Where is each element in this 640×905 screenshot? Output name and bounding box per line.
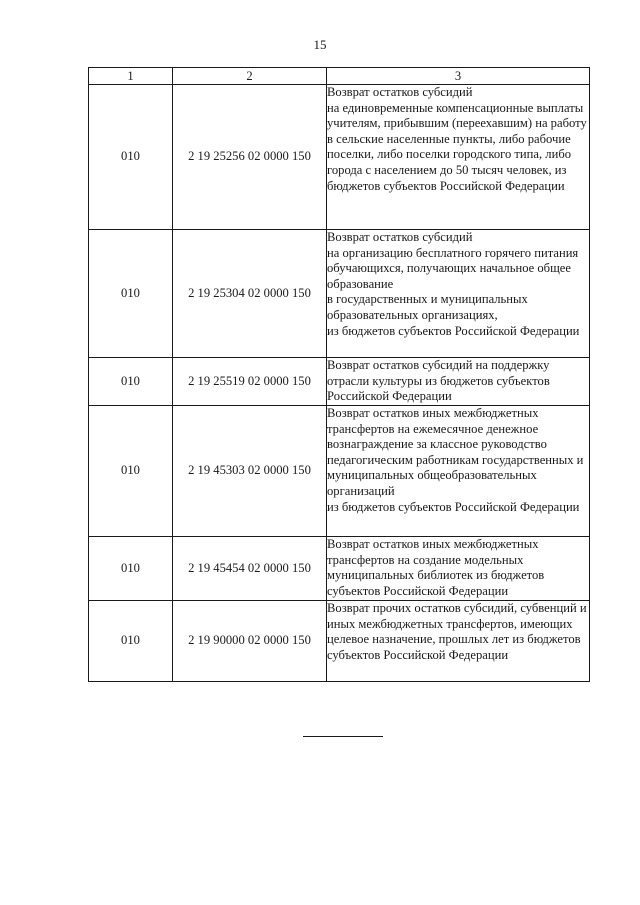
end-of-document-rule bbox=[303, 736, 383, 737]
admin-code-cell: 010 bbox=[89, 601, 173, 682]
column-header-2: 2 bbox=[173, 68, 327, 85]
table-row bbox=[89, 601, 590, 682]
budget-code-cell: 2 19 25256 02 0000 150 bbox=[173, 85, 327, 230]
table-header-row bbox=[89, 68, 590, 85]
admin-code-cell: 010 bbox=[89, 537, 173, 601]
description-cell: Возврат остатков субсидий на единовременные компенсационные выплаты учителям, прибывшим (переехавшим) на работу в сельские населенные пункты, либо рабочие поселки, либо поселки городского типа, либо города с населением до 50 тысяч человек, из бюджетов субъектов Российской Федерации bbox=[327, 85, 590, 230]
description-cell: Возврат остатков иных межбюджетных трансфертов на ежемесячное денежное вознаграждение за классное руководство педагогическим работникам государственных и муниципальных общеобразовательных организаций из бюджетов субъектов Российской Федерации bbox=[327, 406, 590, 537]
description-cell: Возврат остатков субсидий на поддержку отрасли культуры из бюджетов субъектов Российской Федерации bbox=[327, 358, 590, 406]
admin-code-cell: 010 bbox=[89, 406, 173, 537]
description-cell: Возврат остатков субсидий на организацию бесплатного горячего питания обучающихся, получающих начальное общее образование в государственных и муниципальных образовательных организациях, из бюджетов субъектов Российской Федерации bbox=[327, 230, 590, 358]
page-number: 15 bbox=[313, 37, 327, 52]
column-header-3: 3 bbox=[327, 68, 590, 85]
admin-code-cell: 010 bbox=[89, 230, 173, 358]
admin-code-cell: 010 bbox=[89, 358, 173, 406]
table-row bbox=[89, 406, 590, 537]
admin-code-cell: 010 bbox=[89, 85, 173, 230]
budget-code-table bbox=[88, 67, 590, 682]
table-row bbox=[89, 85, 590, 230]
table-row bbox=[89, 537, 590, 601]
table-row bbox=[89, 230, 590, 358]
budget-code-cell: 2 19 45454 02 0000 150 bbox=[173, 537, 327, 601]
budget-code-cell: 2 19 25519 02 0000 150 bbox=[173, 358, 327, 406]
table-row bbox=[89, 358, 590, 406]
budget-code-cell: 2 19 25304 02 0000 150 bbox=[173, 230, 327, 358]
column-header-1: 1 bbox=[89, 68, 173, 85]
description-cell: Возврат остатков иных межбюджетных трансфертов на создание модельных муниципальных библиотек из бюджетов субъектов Российской Федерации bbox=[327, 537, 590, 601]
description-cell: Возврат прочих остатков субсидий, субвенций и иных межбюджетных трансфертов, имеющих целевое назначение, прошлых лет из бюджетов субъектов Российской Федерации bbox=[327, 601, 590, 682]
budget-code-cell: 2 19 90000 02 0000 150 bbox=[173, 601, 327, 682]
budget-code-cell: 2 19 45303 02 0000 150 bbox=[173, 406, 327, 537]
